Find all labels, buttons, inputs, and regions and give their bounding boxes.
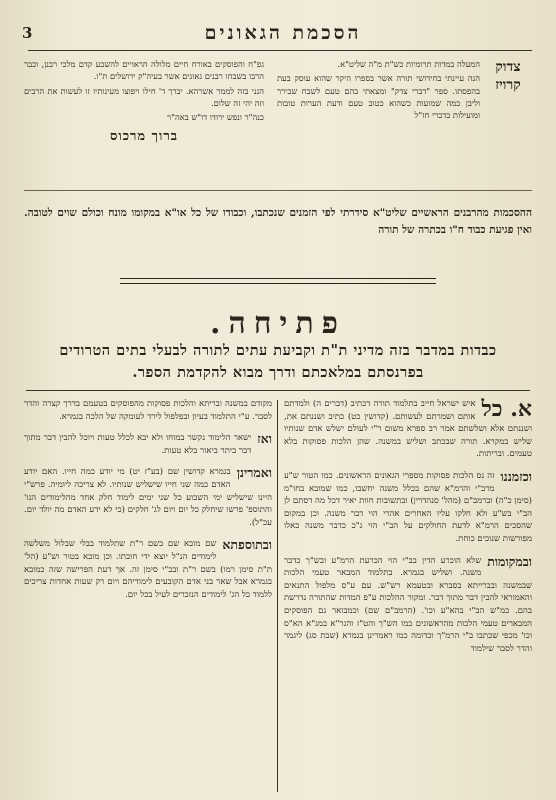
paragraph bbox=[24, 538, 272, 601]
section-title: פתיחה. bbox=[210, 306, 346, 341]
paragraph bbox=[284, 398, 532, 461]
approbations-rule bbox=[24, 190, 532, 191]
approbation-right-paragraph: המעלה במדות תרומיות כש"ת מ"ה שליט"א. bbox=[337, 59, 480, 69]
column-right bbox=[284, 398, 532, 792]
paragraph-text: שלא הוכרע הדין בב"י הוי הכרעת הרמ"ע ובש"ך כדבר משנה. ושליש בגמרא. בתלמוד המבאר טעמי הלכות שבמשנה ובברייתא בסברא ובטעמא רש"ש. עם ע"ס מלפול התנאים והאמוראי להבין דבר מתוך דבר. ומקור ההלכות ע"פ המדות שהתורה נדרשת בהם. כמ"ש הב"י בהא"ע וכו'. (הרמב"ם שם) וכמבואר נם הפוסקים המבארים טעמי הלכות מהראשונים כמו הש"ך והט"ז והגר"א במג"א הא"ס וכו' מכפי שכתבו ב"י הרמ"ך וכדומה כמו ראמרינן בגמרא (שבת סג) ליגמר והדר לסבר שילמוד bbox=[284, 555, 532, 654]
approbation-left-paragraph: כנה"ר ונפש ירודו דו"ש באה"ר bbox=[167, 112, 264, 123]
paragraph-lead-word: ובתוספתא bbox=[222, 537, 272, 553]
paragraph-text: שם מובא שם בשם ר"ת שתלמוד בבלי שבלול משלשה לימודים הנ"ל יוצא ידי חובתו. וכן מובא בטור וש"ע (הל' ת"ת סימן רמו) בשם ר"ת ובב"י סימן זה. אך דעת הפרישה שזה כמובא בגמרא אבל שאר בני אדם הקובעים לימודיהם ויום רק שעות אחדות צריכים ללמוד כל הג' לימודים הנזכרים לעיל בכל יום. bbox=[24, 539, 272, 600]
paragraph bbox=[284, 470, 532, 546]
approbation-left bbox=[24, 58, 264, 144]
approbation-left-paragraph: הנני בזה לממר אשרהא. יברך ד' חילו ויפוצו מעינותיו זו לעשות את הרבים וזה יהי זה שלום. bbox=[24, 85, 264, 108]
approbation-right-text bbox=[277, 58, 480, 121]
paragraph-lead-word: ובמקומות bbox=[487, 553, 532, 569]
approbation-signatory-left: ברוך מרכוס bbox=[109, 129, 179, 145]
paragraph-text: זה נס הלכות פסוקות מספרי הגאונים הראשונים. כמו הטור ש"ע מרב"י והרמ"א שהם בכלל משנה יחשבו, כמו שמובא בחו"מ (סימן כ"ה) וברמב"ם (מהל' סנהדרין) ובתשובות חוות יאיר דכל מה דסתם לן הב"י בש"ע ולא חלקו עליו האחרים אהרי הוי דבר משנה. וכן במקום שהסכים הרמ"א לדעת החולקים על הב"י הוי ג"כ כדבר משנה כאלו מפורשות שנוכים כוחת. bbox=[284, 470, 532, 544]
column-left bbox=[24, 398, 272, 792]
paragraph-text: ישאר הלימוד נקשר במוחו ולא יבא לכלל טעות ויוכל להבין דבר מתוך דבר ביתר ביאור בלא טעות. bbox=[24, 433, 252, 456]
editor-note: ההסכמות מהרבנים הראשיים שליט"א סידרתי לפי הזמנים שנכתבו, וכבודו של כל או"א במקומו מונח וכולם שוים לטובה. ואין פגיעת כבוד ח"ו בכתרה של תורה bbox=[24, 207, 532, 236]
paragraph bbox=[284, 555, 532, 656]
approbations-section bbox=[24, 58, 532, 186]
paragraph bbox=[24, 466, 272, 529]
paragraph-text: מקודם במשנה ובריתא והלכות פסוקות מהפוסקים בטעמם בדרך קצרה והדר לסבר. ע"י התלמוד בעיון ובפלפול לירד לעומקה של הלכה בגמרא. bbox=[24, 399, 272, 422]
paragraph-text: בגמרא קדושין שם (בע"ז יט) מי יודע כמה חייו. האם יודע האדם כמה שני חייו שישליש שנותיו. לא צריכה ליומיה. פרש"י היינו שישליש ימי השבוע כל שני ימים לימוד חלק אחד מהלימודים הנו' והתוספ' פרשו שיחלק כל יום ויום לג' חלקים (כי לא ידע האדם מה יולד יום. עכ"ל). bbox=[24, 467, 272, 528]
section-rule-bottom bbox=[120, 283, 436, 284]
body-text bbox=[24, 398, 532, 792]
paragraph-lead-word: ואמרינן bbox=[236, 465, 272, 481]
approbation-signatory-right: צדוק קרויז bbox=[495, 59, 521, 93]
section-rule-top bbox=[120, 278, 436, 279]
paragraph-lead-word: ואז bbox=[257, 431, 272, 447]
title-rule bbox=[26, 390, 530, 391]
running-head: הסכמת הגאונים bbox=[204, 22, 362, 44]
header-rule bbox=[28, 50, 532, 51]
approbation-right-paragraph: הנה עיינתי בחידושי תורה אשר בספרו היקר שהוא עוסק בעת בהפסתו. ספר "דברי צדק" ומצאתי בהם טעם לשבח שבירר וליבן כמה שמועות כשהוא כטוב טעם ודעת הערות טובות ומועילות בדברי חז"ל bbox=[277, 73, 480, 121]
approbation-right bbox=[277, 58, 532, 123]
approbation-left-paragraph: גפ"ח והפוסקים באורח חיים מלולה הראויים להשכע קדם מלכי רבנן, וכבר הרבו בשבחו רבנים גאונים אשר בעיה"ק ירושלים ת"ו. bbox=[24, 59, 264, 82]
paragraph-text: איש ישראל חייב בתלמוד תורה דכתיב (דברים ה) ולמדתם אותם ושמרתם לעשותם. (קדושין כט) כתיב ושננתם את, ושננתם אלא ושלשתם אמר רב ספרא משום ר"י לעולם ישלש אדם שנותיו שליש במקרא. תורה שבכתב ושליש במשנה. שהן הלכות פסוקות בלא טעמים. ובריתות. bbox=[284, 399, 532, 460]
column-divider bbox=[277, 400, 278, 792]
page-number: 3 bbox=[22, 24, 33, 42]
paragraph bbox=[24, 432, 272, 457]
paragraph-lead-word: וכזמננו bbox=[500, 468, 532, 484]
paragraph-lead-word: א. כל bbox=[481, 398, 532, 422]
paragraph bbox=[24, 398, 272, 423]
section-subtitle: כבדות במדבר בזה מדיני ת"ת וקביעת עתים לתורה לבעלי בתים הטרודים בפרנסתם במלאכתם ודרך מבוא להקדמת הספר. bbox=[59, 342, 497, 381]
